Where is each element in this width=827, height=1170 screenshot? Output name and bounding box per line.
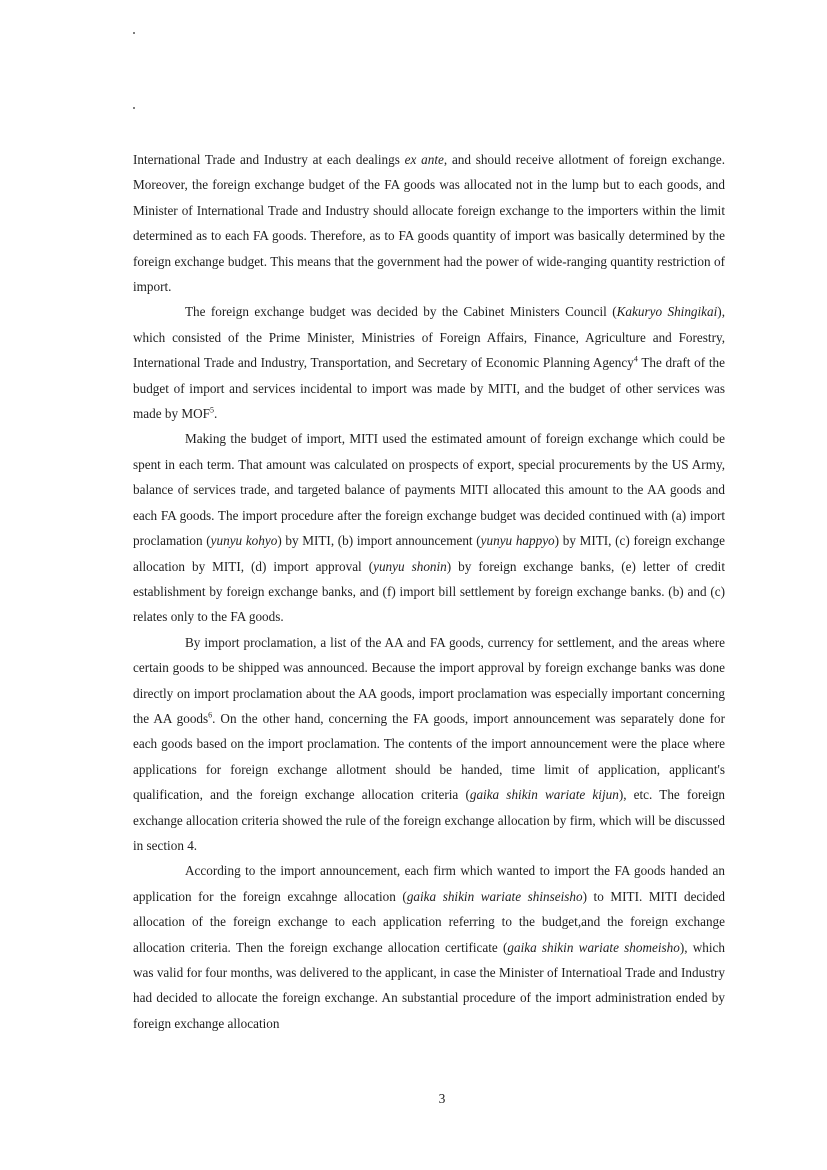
italic-term: gaika shikin wariate kijun xyxy=(469,787,619,803)
italic-term: Kakuryo Shingikai xyxy=(616,304,718,320)
paragraph-4 xyxy=(133,630,725,859)
italic-term: yunyu kohyo xyxy=(210,533,278,549)
footnote-ref: 5 xyxy=(209,405,214,415)
text-run: ), etc. The foreign exchange allocation criteria showed the rule of the foreign exchange allocation by firm, which will be discussed in section 4. xyxy=(133,787,726,853)
body-text xyxy=(133,147,725,1036)
italic-term: ex ante xyxy=(404,152,444,167)
text-run: ) by MITI, (b) import announcement ( xyxy=(277,533,481,549)
text-run: Making the budget of import, MITI used the estimated amount of foreign exchange which could be spent in each term. That amount was calculated on prospects of export, special procurements by the US Army, balance of services trade, and targeted balance of payments MITI allocated this amount to the AA goods and each FA goods. The import procedure after the foreign exchange budget was decided continued with (a) import proclamation ( xyxy=(133,431,725,549)
text-run: ), which consisted of the Prime Minister, Ministries of Foreign Affairs, Finance, Agriculture and Forestry, International Trade and Industry, Transportation, and Secretary of Economic Planning Agency xyxy=(133,304,725,371)
text-run: . xyxy=(213,406,218,422)
text-run: ), which was valid for four months, was delivered to the applicant, in case the Minister of Internatioal Trade and Industry had decided to allocate the foreign exchange. An substantial procedure of the import administration ended by foreign exchange allocation xyxy=(133,939,726,1031)
text-run: ) by MITI, (c) foreign exchange allocation by MITI, (d) import approval ( xyxy=(133,533,725,574)
scan-speck xyxy=(133,107,135,109)
text-run: , and should receive allotment of foreign exchange. Moreover, the foreign exchange budget of the FA goods was allocated not in the lump but to each goods, and Minister of International Trade and Industry should allocate foreign exchange to the importers within the limit determined as to each FA goods. Therefore, as to FA goods quantity of import was basically determined by the foreign exchange budget. This means that the government had the power of wide-ranging quantity restriction of import. xyxy=(133,152,725,295)
italic-term: gaika shikin wariate shinseisho xyxy=(406,888,583,904)
paragraph-2 xyxy=(133,299,725,426)
text-run: The foreign exchange budget was decided by the Cabinet Ministers Council ( xyxy=(185,304,617,320)
italic-term: yunyu happyo xyxy=(480,533,555,549)
page-number: 3 xyxy=(438,1091,446,1106)
italic-term: gaika shikin wariate shomeisho xyxy=(507,939,680,955)
text-run: By import proclamation, a list of the AA and FA goods, currency for settlement, and the areas where certain goods to be shipped was announced. Because the import approval by foreign exchange banks was done directly on import proclamation about the AA goods, import proclamation was especially important concerning the AA goods xyxy=(133,634,725,726)
paragraph-5 xyxy=(133,858,725,1036)
scan-speck xyxy=(133,32,135,34)
text-run: . On the other hand, concerning the FA goods, import announcement was separately done for each goods based on the import proclamation. The contents of the import announcement were the place where applications for foreign exchange allotment should be handed, time limit of application, applicant's qualification, and the foreign exchange allocation criteria ( xyxy=(133,710,725,803)
paragraph-1 xyxy=(133,147,725,299)
paragraph-3 xyxy=(133,426,725,629)
italic-term: yunyu shonin xyxy=(373,558,447,574)
text-run: According to the import announcement, each firm which wanted to import the FA goods handed an application for the foreign excahnge allocation ( xyxy=(133,863,725,904)
text-run: International Trade and Industry at each dealings xyxy=(133,152,405,167)
text-run: The draft of the budget of import and services incidental to import was made by MITI, and the budget of other services was made by MOF xyxy=(133,355,725,422)
text-run: ) by foreign exchange banks, (e) letter of credit establishment by foreign exchange banks, and (f) import bill settlement by foreign exchange banks. (b) and (c) relates only to the FA goods. xyxy=(133,558,725,625)
footnote-ref: 4 xyxy=(633,354,638,364)
footnote-ref: 6 xyxy=(208,710,213,720)
text-run: ) to MITI. MITI decided allocation of the foreign exchange to each application referring to the budget,and the foreign exchange allocation criteria. Then the foreign exchange allocation certificate ( xyxy=(133,888,725,955)
